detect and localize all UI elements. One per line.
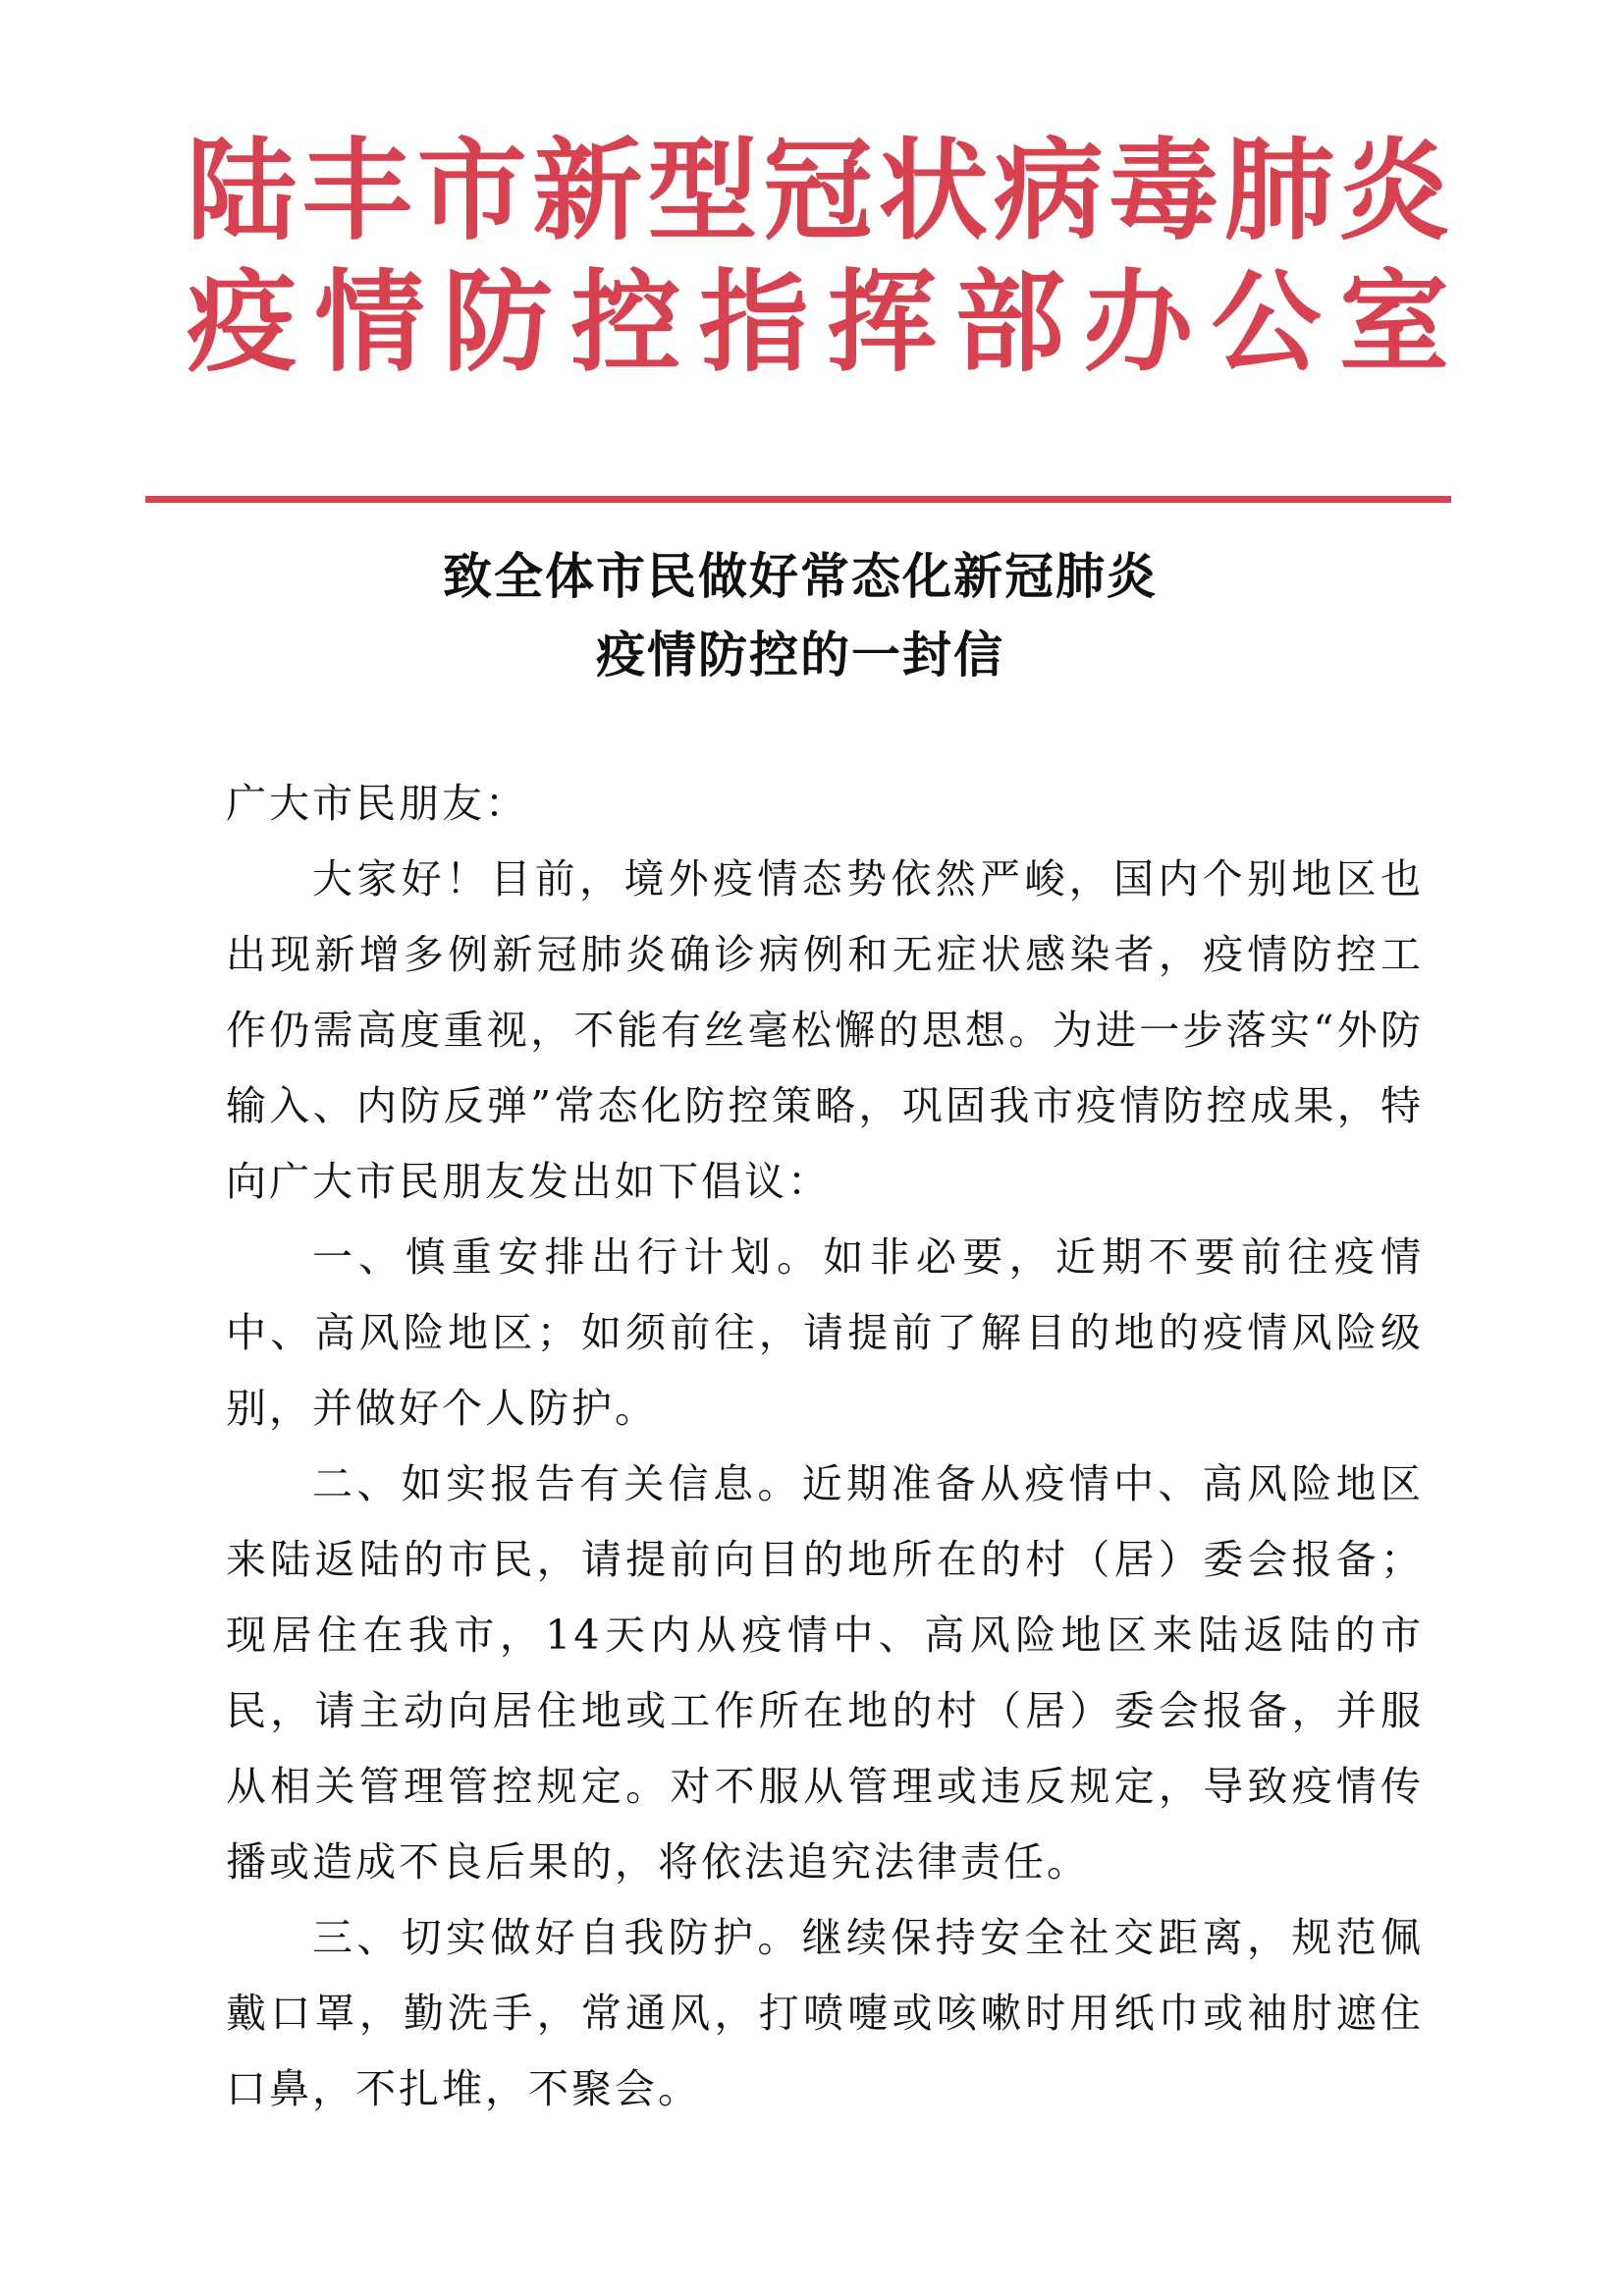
document-title-line-1: 致全体市民做好常态化新冠肺炎 bbox=[443, 547, 1158, 605]
document-title-line-2: 疫情防控的一封信 bbox=[596, 626, 1004, 683]
paragraph-intro: 大家好！目前，境外疫情态势依然严峻，国内个别地区也出现新增多例新冠肺炎确诊病例和无症状感染者，疫情防控工作仍需高度重视，不能有丝毫松懈的思想。为进一步落实“外防输入、内防反弹”常态化防控策略，巩固我市疫情防控成果，特向广大市民朋友发出如下倡议： bbox=[226, 855, 1424, 1205]
issuer-header-line-1: 陆丰市新型冠状病毒肺炎 bbox=[187, 127, 1453, 255]
paragraph-item-2: 二、如实报告有关信息。近期准备从疫情中、高风险地区来陆返陆的市民，请提前向目的地所在的村（居）委会报备；现居住在我市，14天内从疫情中、高风险地区来陆返陆的市民，请主动向居住地或工作所在地的村（居）委会报备，并服从相关管理管控规定。对不服从管理或违反规定，导致疫情传播或造成不良后果的，将依法追究法律责任。 bbox=[226, 1460, 1424, 1886]
red-divider bbox=[145, 496, 1451, 503]
paragraph-item-1: 一、慎重安排出行计划。如非必要，近期不要前往疫情中、高风险地区；如须前往，请提前了解目的地的疫情风险级别，并做好个人防护。 bbox=[226, 1233, 1424, 1432]
paragraph-item-3: 三、切实做好自我防护。继续保持安全社交距离，规范佩戴口罩，勤洗手，常通风，打喷嚏或咳嗽时用纸巾或袖肘遮住口鼻，不扎堆，不聚会。 bbox=[226, 1914, 1424, 2112]
letter-body bbox=[226, 766, 1424, 2127]
salutation: 广大市民朋友： bbox=[226, 780, 528, 827]
issuer-header-line-2: 疫情防控指挥部办公室 bbox=[187, 258, 1453, 387]
